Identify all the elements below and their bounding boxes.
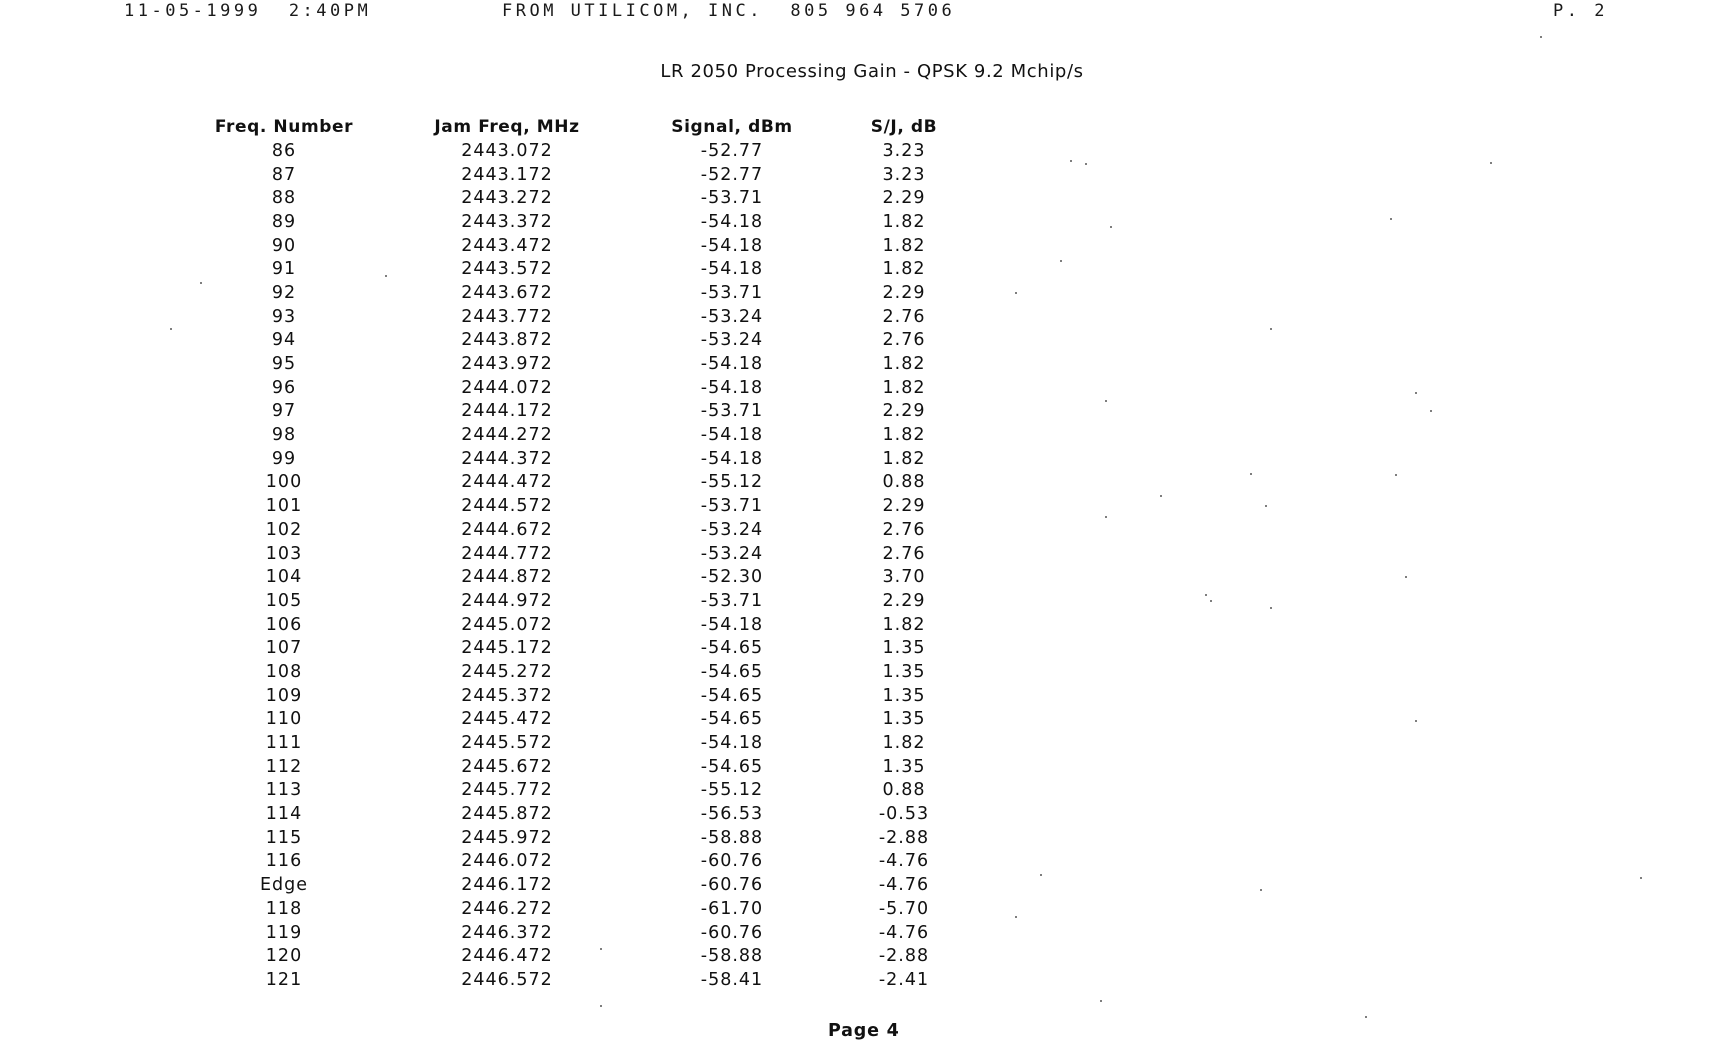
scan-speck bbox=[1015, 916, 1017, 918]
cell-jam-freq: 2444.172 bbox=[461, 401, 553, 422]
cell-freq-number: 96 bbox=[271, 377, 297, 398]
cell-freq-number: 93 bbox=[271, 306, 297, 327]
table-row bbox=[186, 613, 976, 637]
cell-sj: 1.35 bbox=[882, 661, 926, 682]
scan-speck bbox=[1365, 1016, 1367, 1018]
table-row bbox=[186, 542, 976, 566]
cell-signal: -54.18 bbox=[700, 733, 764, 754]
scan-speck bbox=[385, 275, 387, 277]
header-jam-freq: Jam Freq, MHz bbox=[434, 117, 580, 137]
cell-jam-freq: 2445.872 bbox=[461, 804, 553, 825]
cell-sj: 1.35 bbox=[882, 638, 926, 659]
cell-signal: -58.88 bbox=[700, 827, 764, 848]
cell-freq-number: 110 bbox=[265, 709, 303, 730]
scan-speck bbox=[600, 1005, 602, 1007]
table-row bbox=[186, 660, 976, 684]
table-row bbox=[186, 352, 976, 376]
cell-jam-freq: 2446.272 bbox=[461, 898, 553, 919]
cell-signal: -52.30 bbox=[700, 567, 764, 588]
table-row bbox=[186, 708, 976, 732]
scan-speck bbox=[1110, 226, 1112, 228]
cell-jam-freq: 2446.372 bbox=[461, 922, 553, 943]
cell-freq-number: 108 bbox=[265, 661, 303, 682]
cell-sj: 2.76 bbox=[882, 306, 926, 327]
scan-speck bbox=[1015, 292, 1017, 294]
cell-sj: 1.35 bbox=[882, 709, 926, 730]
cell-jam-freq: 2445.972 bbox=[461, 827, 553, 848]
fax-sender: FROM UTILICOM, INC. 805 964 5706 bbox=[502, 1, 956, 21]
table-row bbox=[186, 281, 976, 305]
cell-sj: 3.23 bbox=[882, 164, 926, 185]
cell-jam-freq: 2445.072 bbox=[461, 614, 553, 635]
cell-jam-freq: 2444.472 bbox=[461, 472, 553, 493]
table-row bbox=[186, 565, 976, 589]
cell-signal: -53.71 bbox=[700, 401, 764, 422]
cell-freq-number: 121 bbox=[265, 969, 303, 990]
scan-speck bbox=[1160, 495, 1162, 497]
cell-sj: -4.76 bbox=[878, 922, 930, 943]
cell-signal: -54.18 bbox=[700, 211, 764, 232]
cell-signal: -60.76 bbox=[700, 922, 764, 943]
cell-signal: -55.12 bbox=[700, 780, 764, 801]
table-row bbox=[186, 210, 976, 234]
table-row bbox=[186, 802, 976, 826]
cell-signal: -60.76 bbox=[700, 851, 764, 872]
cell-freq-number: 107 bbox=[265, 638, 303, 659]
cell-signal: -54.65 bbox=[700, 709, 764, 730]
cell-jam-freq: 2445.772 bbox=[461, 780, 553, 801]
cell-jam-freq: 2444.672 bbox=[461, 519, 553, 540]
cell-signal: -53.71 bbox=[700, 282, 764, 303]
fax-header bbox=[0, 1, 1728, 23]
table-row bbox=[186, 400, 976, 424]
scan-speck bbox=[1260, 889, 1262, 891]
header-sj: S/J, dB bbox=[870, 117, 938, 137]
cell-freq-number: 118 bbox=[265, 898, 303, 919]
cell-jam-freq: 2446.572 bbox=[461, 969, 553, 990]
cell-jam-freq: 2443.072 bbox=[461, 140, 553, 161]
cell-sj: 2.76 bbox=[882, 330, 926, 351]
scan-speck bbox=[1490, 162, 1492, 164]
cell-freq-number: 105 bbox=[265, 590, 303, 611]
cell-sj: -5.70 bbox=[878, 898, 930, 919]
cell-jam-freq: 2444.072 bbox=[461, 377, 553, 398]
scan-speck bbox=[1085, 163, 1087, 165]
cell-sj: 2.29 bbox=[882, 496, 926, 517]
cell-sj: 2.76 bbox=[882, 543, 926, 564]
cell-jam-freq: 2446.472 bbox=[461, 946, 553, 967]
header-freq-number: Freq. Number bbox=[214, 117, 354, 137]
cell-signal: -54.18 bbox=[700, 448, 764, 469]
cell-signal: -61.70 bbox=[700, 898, 764, 919]
table-row bbox=[186, 779, 976, 803]
cell-jam-freq: 2444.372 bbox=[461, 448, 553, 469]
scan-speck bbox=[170, 328, 172, 330]
cell-signal: -55.12 bbox=[700, 472, 764, 493]
fax-page-number: P. 2 bbox=[1553, 1, 1608, 21]
scan-speck bbox=[1270, 607, 1272, 609]
cell-sj: 3.23 bbox=[882, 140, 926, 161]
cell-signal: -56.53 bbox=[700, 804, 764, 825]
cell-sj: 3.70 bbox=[882, 567, 926, 588]
cell-jam-freq: 2443.572 bbox=[461, 259, 553, 280]
table-row bbox=[186, 494, 976, 518]
processing-gain-table bbox=[186, 115, 976, 992]
scan-speck bbox=[1250, 473, 1252, 475]
cell-signal: -53.71 bbox=[700, 496, 764, 517]
cell-signal: -54.18 bbox=[700, 614, 764, 635]
cell-freq-number: 109 bbox=[265, 685, 303, 706]
scan-speck bbox=[1210, 600, 1212, 602]
cell-freq-number: 88 bbox=[271, 188, 297, 209]
cell-freq-number: Edge bbox=[259, 875, 309, 896]
cell-jam-freq: 2446.172 bbox=[461, 875, 553, 896]
table-row bbox=[186, 234, 976, 258]
document-title: LR 2050 Processing Gain - QPSK 9.2 Mchip/s bbox=[660, 61, 1084, 82]
cell-freq-number: 92 bbox=[271, 282, 297, 303]
cell-freq-number: 102 bbox=[265, 519, 303, 540]
table-header-row bbox=[186, 115, 976, 139]
table-row bbox=[186, 329, 976, 353]
cell-jam-freq: 2446.072 bbox=[461, 851, 553, 872]
scan-speck bbox=[200, 282, 202, 284]
table-row bbox=[186, 873, 976, 897]
cell-jam-freq: 2443.272 bbox=[461, 188, 553, 209]
cell-freq-number: 114 bbox=[265, 804, 303, 825]
scan-speck bbox=[1415, 720, 1417, 722]
scan-speck bbox=[1405, 576, 1407, 578]
cell-signal: -58.41 bbox=[700, 969, 764, 990]
scan-speck bbox=[1070, 160, 1072, 162]
table-row bbox=[186, 731, 976, 755]
cell-jam-freq: 2443.672 bbox=[461, 282, 553, 303]
cell-sj: 2.29 bbox=[882, 590, 926, 611]
cell-sj: -2.88 bbox=[878, 946, 930, 967]
cell-freq-number: 120 bbox=[265, 946, 303, 967]
table-row bbox=[186, 968, 976, 992]
cell-jam-freq: 2445.172 bbox=[461, 638, 553, 659]
cell-signal: -53.24 bbox=[700, 330, 764, 351]
cell-freq-number: 106 bbox=[265, 614, 303, 635]
cell-sj: 1.82 bbox=[882, 235, 926, 256]
cell-signal: -53.24 bbox=[700, 519, 764, 540]
cell-signal: -54.18 bbox=[700, 425, 764, 446]
cell-freq-number: 119 bbox=[265, 922, 303, 943]
scan-speck bbox=[1395, 474, 1397, 476]
cell-jam-freq: 2445.372 bbox=[461, 685, 553, 706]
cell-sj: 1.82 bbox=[882, 425, 926, 446]
cell-sj: 0.88 bbox=[882, 472, 926, 493]
cell-jam-freq: 2443.772 bbox=[461, 306, 553, 327]
cell-jam-freq: 2443.872 bbox=[461, 330, 553, 351]
cell-signal: -54.18 bbox=[700, 259, 764, 280]
cell-sj: 1.82 bbox=[882, 377, 926, 398]
table-row bbox=[186, 826, 976, 850]
cell-freq-number: 97 bbox=[271, 401, 297, 422]
cell-jam-freq: 2443.372 bbox=[461, 211, 553, 232]
cell-jam-freq: 2445.272 bbox=[461, 661, 553, 682]
cell-sj: 1.82 bbox=[882, 354, 926, 375]
table-row bbox=[186, 944, 976, 968]
cell-sj: 1.82 bbox=[882, 733, 926, 754]
cell-sj: -4.76 bbox=[878, 851, 930, 872]
cell-jam-freq: 2443.172 bbox=[461, 164, 553, 185]
cell-signal: -53.24 bbox=[700, 543, 764, 564]
cell-signal: -54.18 bbox=[700, 235, 764, 256]
cell-freq-number: 90 bbox=[271, 235, 297, 256]
cell-jam-freq: 2444.772 bbox=[461, 543, 553, 564]
table-row bbox=[186, 518, 976, 542]
cell-sj: 1.82 bbox=[882, 448, 926, 469]
table-row bbox=[186, 163, 976, 187]
cell-jam-freq: 2444.972 bbox=[461, 590, 553, 611]
table-row bbox=[186, 257, 976, 281]
cell-signal: -54.65 bbox=[700, 756, 764, 777]
table-row bbox=[186, 423, 976, 447]
scan-speck bbox=[1415, 392, 1417, 394]
cell-freq-number: 116 bbox=[265, 851, 303, 872]
cell-signal: -54.18 bbox=[700, 377, 764, 398]
cell-freq-number: 87 bbox=[271, 164, 297, 185]
table-row bbox=[186, 636, 976, 660]
cell-signal: -54.65 bbox=[700, 638, 764, 659]
table-body bbox=[186, 139, 976, 992]
scan-speck bbox=[1430, 410, 1432, 412]
cell-freq-number: 89 bbox=[271, 211, 297, 232]
table-row bbox=[186, 376, 976, 400]
cell-signal: -54.65 bbox=[700, 661, 764, 682]
cell-sj: -2.88 bbox=[878, 827, 930, 848]
cell-sj: 2.29 bbox=[882, 188, 926, 209]
cell-jam-freq: 2444.872 bbox=[461, 567, 553, 588]
cell-freq-number: 86 bbox=[271, 140, 297, 161]
cell-signal: -54.65 bbox=[700, 685, 764, 706]
table-row bbox=[186, 897, 976, 921]
cell-signal: -52.77 bbox=[700, 140, 764, 161]
cell-sj: 2.76 bbox=[882, 519, 926, 540]
table-row bbox=[186, 186, 976, 210]
table-row bbox=[186, 139, 976, 163]
cell-jam-freq: 2443.472 bbox=[461, 235, 553, 256]
scan-speck bbox=[600, 948, 602, 950]
scan-speck bbox=[1390, 218, 1392, 220]
table-row bbox=[186, 921, 976, 945]
table-row bbox=[186, 850, 976, 874]
scan-speck bbox=[1105, 400, 1107, 402]
cell-signal: -58.88 bbox=[700, 946, 764, 967]
cell-jam-freq: 2444.272 bbox=[461, 425, 553, 446]
table-row bbox=[186, 471, 976, 495]
cell-jam-freq: 2443.972 bbox=[461, 354, 553, 375]
table-row bbox=[186, 684, 976, 708]
cell-jam-freq: 2445.672 bbox=[461, 756, 553, 777]
cell-sj: 1.35 bbox=[882, 756, 926, 777]
cell-jam-freq: 2445.572 bbox=[461, 733, 553, 754]
cell-freq-number: 112 bbox=[265, 756, 303, 777]
cell-freq-number: 95 bbox=[271, 354, 297, 375]
scan-speck bbox=[1040, 874, 1042, 876]
scan-speck bbox=[1100, 1000, 1102, 1002]
cell-freq-number: 94 bbox=[271, 330, 297, 351]
cell-freq-number: 111 bbox=[265, 733, 303, 754]
cell-sj: 1.82 bbox=[882, 259, 926, 280]
cell-freq-number: 98 bbox=[271, 425, 297, 446]
cell-signal: -53.24 bbox=[700, 306, 764, 327]
cell-jam-freq: 2444.572 bbox=[461, 496, 553, 517]
header-signal: Signal, dBm bbox=[671, 117, 793, 137]
cell-sj: 0.88 bbox=[882, 780, 926, 801]
cell-signal: -53.71 bbox=[700, 590, 764, 611]
cell-freq-number: 113 bbox=[265, 780, 303, 801]
cell-sj: 2.29 bbox=[882, 401, 926, 422]
scan-speck bbox=[1205, 594, 1207, 596]
scan-speck bbox=[1105, 516, 1107, 518]
cell-sj: 1.82 bbox=[882, 614, 926, 635]
cell-freq-number: 100 bbox=[265, 472, 303, 493]
cell-freq-number: 115 bbox=[265, 827, 303, 848]
table-row bbox=[186, 447, 976, 471]
cell-freq-number: 99 bbox=[271, 448, 297, 469]
cell-sj: 1.82 bbox=[882, 211, 926, 232]
table-row bbox=[186, 755, 976, 779]
cell-sj: -2.41 bbox=[878, 969, 930, 990]
cell-sj: -4.76 bbox=[878, 875, 930, 896]
cell-freq-number: 101 bbox=[265, 496, 303, 517]
scan-speck bbox=[1640, 877, 1642, 879]
cell-signal: -54.18 bbox=[700, 354, 764, 375]
cell-sj: 2.29 bbox=[882, 282, 926, 303]
cell-freq-number: 91 bbox=[271, 259, 297, 280]
cell-jam-freq: 2445.472 bbox=[461, 709, 553, 730]
fax-datetime: 11-05-1999 2:40PM bbox=[124, 1, 372, 21]
cell-signal: -52.77 bbox=[700, 164, 764, 185]
cell-sj: 1.35 bbox=[882, 685, 926, 706]
cell-sj: -0.53 bbox=[878, 804, 930, 825]
cell-freq-number: 103 bbox=[265, 543, 303, 564]
scan-speck bbox=[1060, 260, 1062, 262]
scan-speck bbox=[1270, 328, 1272, 330]
scan-speck bbox=[1540, 36, 1542, 38]
cell-freq-number: 104 bbox=[265, 567, 303, 588]
table-row bbox=[186, 305, 976, 329]
page-footer: Page 4 bbox=[828, 1021, 900, 1041]
scan-speck bbox=[1265, 505, 1267, 507]
cell-signal: -60.76 bbox=[700, 875, 764, 896]
table-row bbox=[186, 589, 976, 613]
cell-signal: -53.71 bbox=[700, 188, 764, 209]
